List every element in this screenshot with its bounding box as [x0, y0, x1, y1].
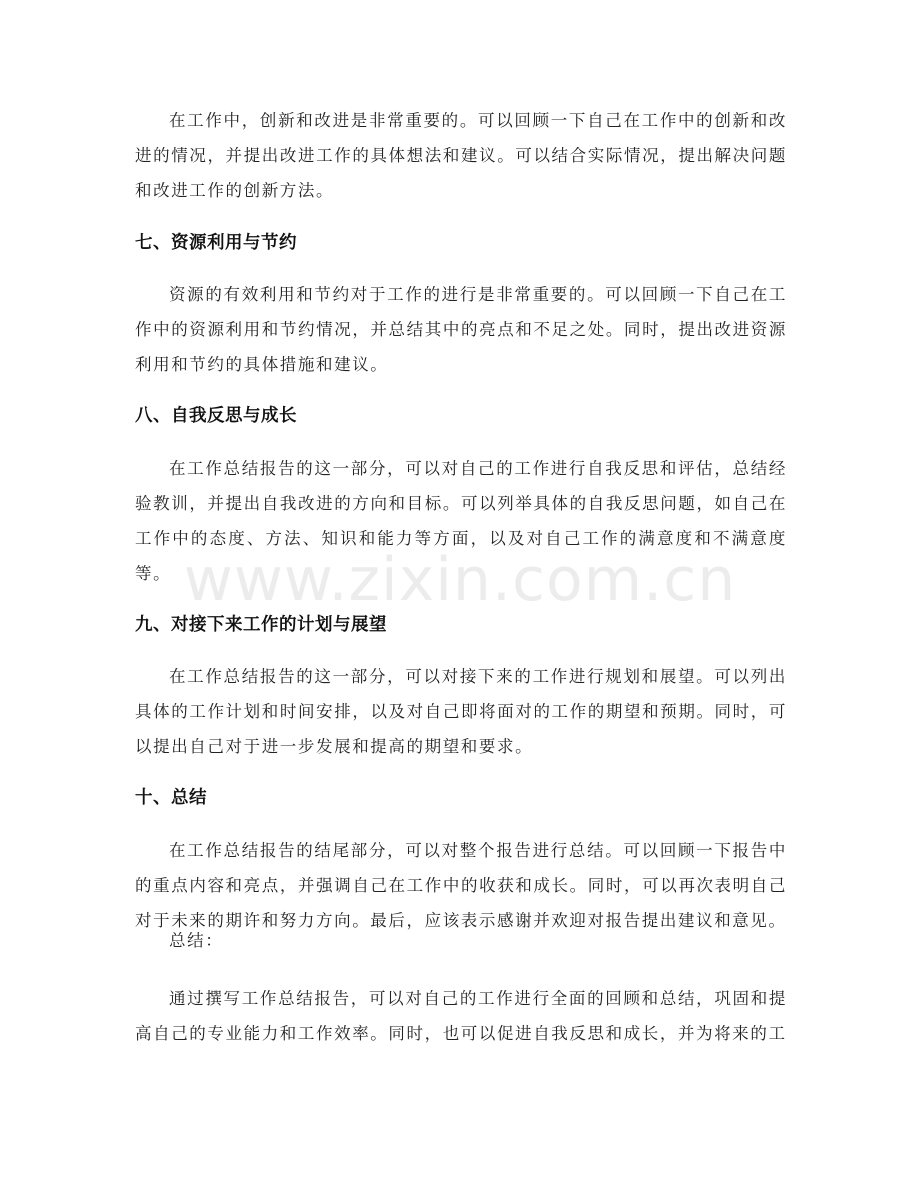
- paragraph-text: 通过撰写工作总结报告，可以对自己的工作进行全面的回顾和总结，巩固和提高自己的专业能力和工作效率。同时，也可以促进自我反思和成长，并为将来的工: [135, 989, 787, 1043]
- section-heading-7: [135, 229, 787, 257]
- paragraph-conclusion: [135, 981, 787, 1051]
- paragraph-self-reflection: [135, 451, 787, 591]
- summary-label: [135, 923, 787, 958]
- heading-text: 七、资源利用与节约: [135, 233, 297, 253]
- paragraph-text: 在工作总结报告的这一部分，可以对接下来的工作进行规划和展望。可以列出具体的工作计划和时间安排，以及对自己即将面对的工作的期望和预期。同时，可以提出自己对于进一步发展和提高的期望和要求。: [135, 667, 787, 756]
- paragraph-plans: [135, 659, 787, 764]
- section-heading-10: [135, 784, 787, 812]
- paragraph-text: 资源的有效利用和节约对于工作的进行是非常重要的。可以回顾一下自己在工作中的资源利用和节约情况，并总结其中的亮点和不足之处。同时，提出改进资源利用和节约的具体措施和建议。: [135, 285, 787, 374]
- watermark: www.zixin.com.cn: [183, 545, 737, 615]
- heading-text: 十、总结: [135, 788, 207, 808]
- section-heading-8: [135, 402, 787, 430]
- paragraph-text: 在工作中，创新和改进是非常重要的。可以回顾一下自己在工作中的创新和改进的情况，并提出改进工作的具体想法和建议。可以结合实际情况，提出解决问题和改进工作的创新方法。: [135, 111, 787, 200]
- paragraph-text: 在工作总结报告的这一部分，可以对自己的工作进行自我反思和评估，总结经验教训，并提出自我改进的方向和目标。可以列举具体的自我反思问题，如自己在工作中的态度、方法、知识和能力等方面，以及对自己工作的满意度和不满意度等。: [135, 459, 787, 583]
- section-heading-9: [135, 611, 787, 639]
- heading-text: 八、自我反思与成长: [135, 406, 297, 426]
- paragraph-text: 总结：: [169, 931, 224, 950]
- paragraph-innovation: [135, 103, 787, 208]
- paragraph-resources: [135, 277, 787, 382]
- heading-text: 九、对接下来工作的计划与展望: [135, 615, 387, 635]
- paragraph-text: 在工作总结报告的结尾部分，可以对整个报告进行总结。可以回顾一下报告中的重点内容和亮点，并强调自己在工作中的收获和成长。同时，可以再次表明自己对于未来的期许和努力方向。最后，应该表示感谢并欢迎对报告提出建议和意见。: [135, 841, 787, 930]
